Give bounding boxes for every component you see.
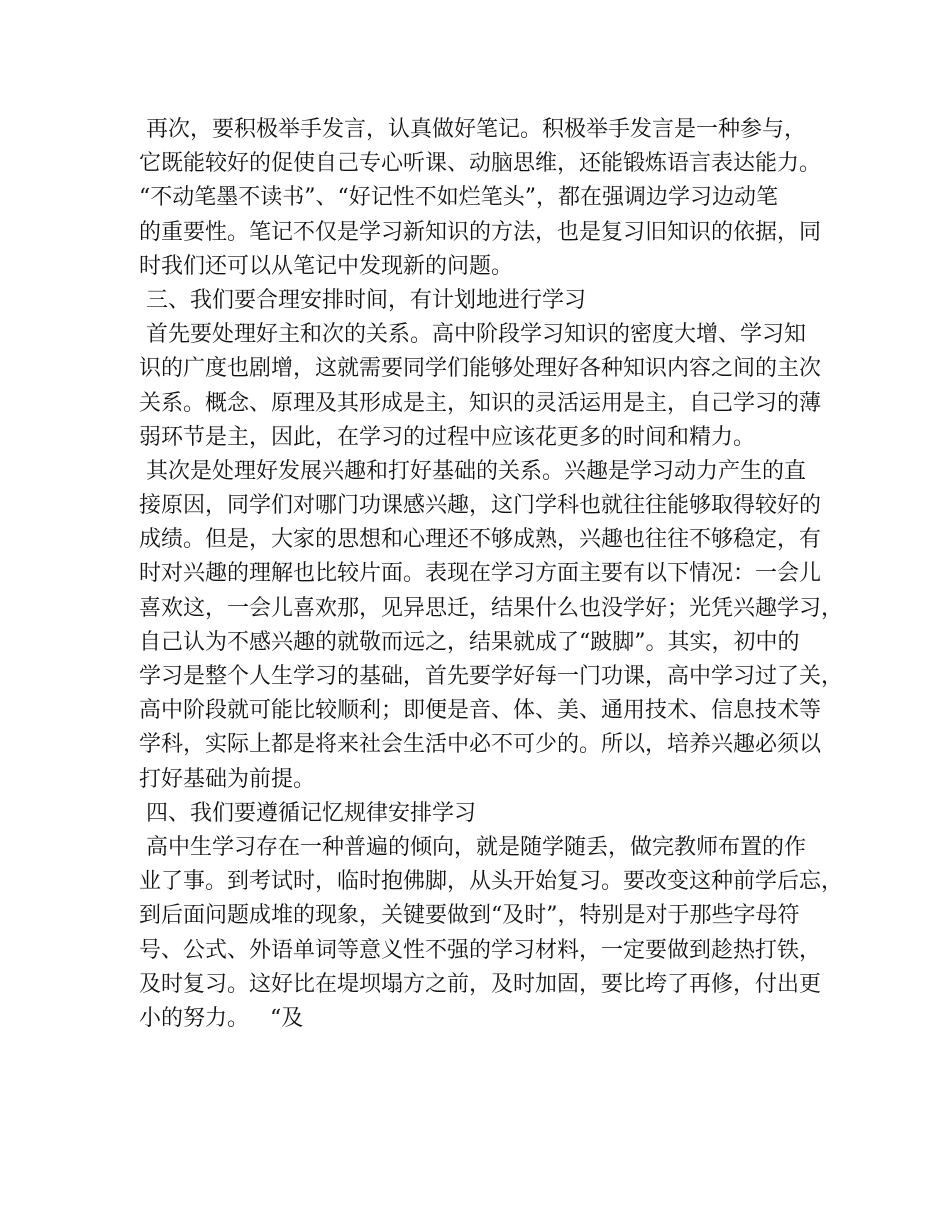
text-line: 到后面问题成堆的现象，关键要做到“及时”，特别是对于那些字母符 [139, 903, 800, 929]
text-line: 关系。概念、原理及其形成是主，知识的灵活运用是主，自己学习的薄 [139, 390, 822, 416]
text-line: 自己认为不感兴趣的就敬而远之，结果就成了“跛脚”。其实，初中的 [139, 629, 800, 655]
text-line: 小的努力。 “及 [139, 1005, 304, 1031]
text-line: 业了事。到考试时，临时抱佛脚，从头开始复习。要改变这种前学后忘， [139, 869, 844, 895]
text-line: 及时复习。这好比在堤坝塌方之前，及时加固，要比垮了再修，付出更 [139, 971, 822, 997]
section-heading: 三、我们要合理安排时间，有计划地进行学习 [139, 287, 586, 313]
text-line: 首先要处理好主和次的关系。高中阶段学习知识的密度大增、学习知 [139, 322, 806, 348]
text-line: 喜欢这，一会儿喜欢那，见异思迁，结果什么也没学好；光凭兴趣学习， [139, 595, 844, 621]
text-line: 学习是整个人生学习的基础，首先要学好每一门功课，高中学习过了关， [139, 664, 844, 689]
text-line: “不动笔墨不读书”、“好记性不如烂笔头”，都在强调边学习边动笔 [139, 185, 778, 211]
text-line: 识的广度也剧增，这就需要同学们能够处理好各种知识内容之间的主次 [139, 356, 822, 382]
text-line: 高中阶段就可能比较顺利；即便是音、体、美、通用技术、信息技术等 [139, 698, 822, 724]
text-line: 它既能较好的促使自己专心听课、动脑思维，还能锻炼语言表达能力。 [139, 151, 822, 177]
text-line: 学科，实际上都是将来社会生活中必不可少的。所以，培养兴趣必须以 [139, 732, 822, 758]
text-line: 号、公式、外语单词等意义性不强的学习材料，一定要做到趁热打铁， [139, 937, 822, 963]
text-line: 接原因，同学们对哪门功课感兴趣，这门学科也就往往能够取得较好的 [139, 493, 822, 519]
text-line: 其次是处理好发展兴趣和打好基础的关系。兴趣是学习动力产生的直 [139, 458, 806, 484]
text-line: 高中生学习存在一种普遍的倾向，就是随学随丢，做完教师布置的作 [139, 834, 806, 860]
text-line: 时对兴趣的理解也比较片面。表现在学习方面主要有以下情况：一会儿 [139, 561, 822, 587]
section-heading: 四、我们要遵循记忆规律安排学习 [139, 800, 476, 826]
text-line: 时我们还可以从笔记中发现新的问题。 [139, 253, 514, 279]
text-line: 再次，要积极举手发言，认真做好笔记。积极举手发言是一种参与， [139, 117, 806, 142]
body-text [139, 113, 844, 1036]
text-line: 成绩。但是，大家的思想和心理还不够成熟，兴趣也往往不够稳定，有 [139, 527, 822, 553]
text-line: 打好基础为前提。 [139, 766, 316, 792]
text-line: 弱环节是主，因此，在学习的过程中应该花更多的时间和精力。 [139, 424, 756, 450]
text-line: 的重要性。笔记不仅是学习新知识的方法，也是复习旧知识的依据，同 [139, 219, 822, 245]
